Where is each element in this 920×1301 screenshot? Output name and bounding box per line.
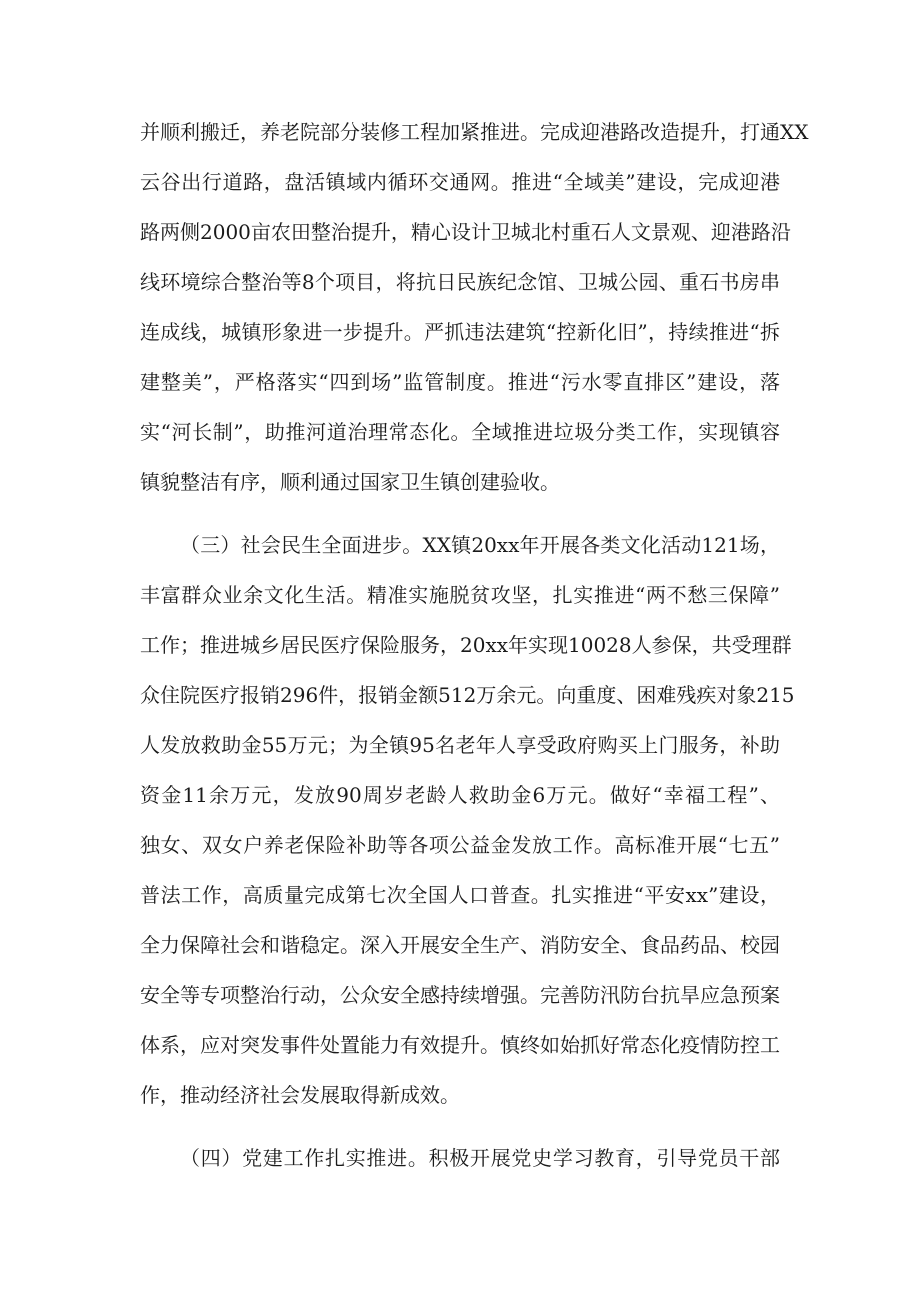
section-heading-line: （三）社会民生全面进步。XX镇20xx年开展各类文化活动121场， <box>180 533 780 557</box>
paragraph-line: 路两侧2000亩农田整治提升，精心设计卫城北村重石人文景观、迎港路沿 <box>140 220 791 244</box>
section-heading-line: （四）党建工作扎实推进。积极开展党史学习教育，引导党员干部 <box>180 1146 780 1170</box>
paragraph-line: 人发放救助金55万元；为全镇95名老年人享受政府购买上门服务，补助 <box>140 733 780 757</box>
paragraph-line: 实“河长制”，助推河道治理常态化。全域推进垃圾分类工作，实现镇容 <box>140 420 780 444</box>
paragraph-line: 普法工作，高质量完成第七次全国人口普查。扎实推进“平安xx”建设， <box>140 883 780 907</box>
paragraph-line: 资金11余万元，发放90周岁老龄人救助金6万元。做好“幸福工程”、 <box>140 783 780 807</box>
paragraph-line: 建整美”，严格落实“四到场”监管制度。推进“污水零直排区”建设，落 <box>140 370 780 394</box>
paragraph-line: 工作；推进城乡居民医疗保险服务，20xx年实现10028人参保，共受理群 <box>140 633 792 657</box>
paragraph-line: 丰富群众业余文化生活。精准实施脱贫攻坚，扎实推进“两不愁三保障” <box>140 583 780 607</box>
paragraph-line: 并顺利搬迁，养老院部分装修工程加紧推进。完成迎港路改造提升，打通XX <box>140 120 809 144</box>
paragraph-line: 众住院医疗报销296件，报销金额512万余元。向重度、困难残疾对象215 <box>140 683 795 707</box>
paragraph-line: 作，推动经济社会发展取得新成效。 <box>140 1083 460 1107</box>
paragraph-line: 线环境综合整治等8个项目，将抗日民族纪念馆、卫城公园、重石书房串 <box>140 270 780 294</box>
paragraph-line: 体系，应对突发事件处置能力有效提升。慎终如始抓好常态化疫情防控工 <box>140 1033 780 1057</box>
paragraph-line: 全力保障社会和谐稳定。深入开展安全生产、消防安全、食品药品、校园 <box>140 933 780 957</box>
paragraph-line: 独女、双女户养老保险补助等各项公益金发放工作。高标准开展“七五” <box>140 833 780 857</box>
paragraph-line: 安全等专项整治行动，公众安全感持续增强。完善防汛防台抗旱应急预案 <box>140 983 780 1007</box>
paragraph-line: 连成线，城镇形象进一步提升。严抓违法建筑“控新化旧”，持续推进“拆 <box>140 320 780 344</box>
paragraph-line: 云谷出行道路，盘活镇域内循环交通网。推进“全域美”建设，完成迎港 <box>140 170 780 194</box>
paragraph-line: 镇貌整洁有序，顺利通过国家卫生镇创建验收。 <box>140 470 560 494</box>
